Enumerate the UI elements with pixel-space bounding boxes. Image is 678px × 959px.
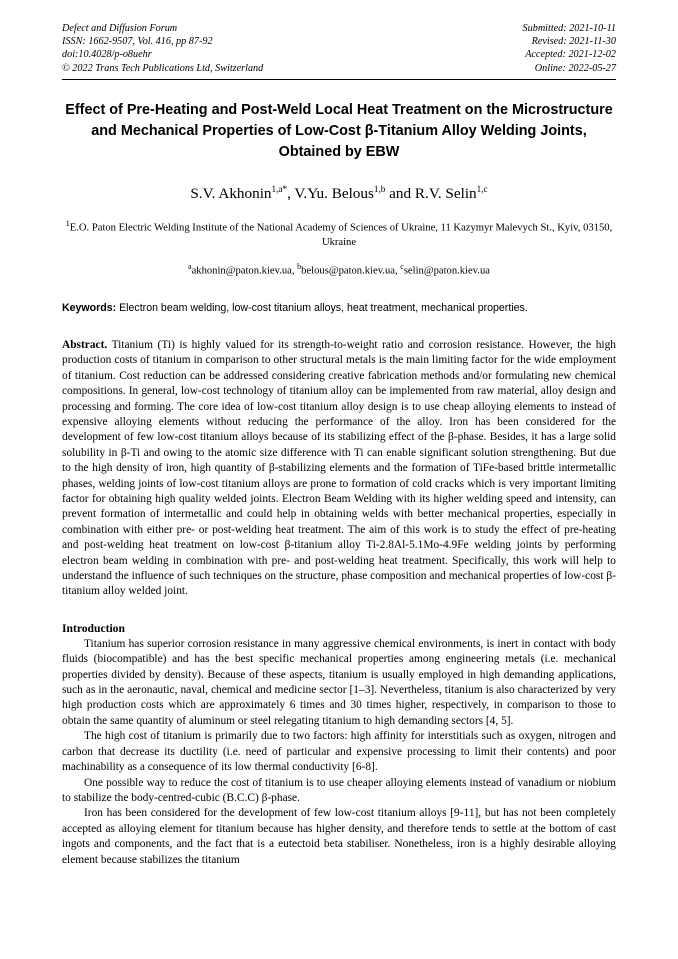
keywords-block (62, 301, 616, 316)
email-c: selin@paton.kiev.ua (403, 265, 490, 277)
section-heading-introduction: Introduction (62, 621, 125, 635)
email-marker-b: b (297, 262, 302, 272)
intro-paragraph-1: Titanium has superior corrosion resistance in many aggressive chemical environments, is inert in contact with body fluids (biocompatible) and has the best specific mechanical properties among engineering metals (i.e. mechanical properties divided by density). Because of these aspects, titanium is usually employed in high demanding applications, such as in the aeronautic, naval, chemical and medicine sector [1–3]. Nevertheless, titanium is also characterized by very high production costs which are approximately 6 times and 30 times higher, respectively, in comparison to those to obtain the same quantity of aluminum or steel relegating titanium to high demanding sectors [4, 5]. (62, 637, 616, 727)
intro-paragraph-2: The high cost of titanium is primarily due to two factors: high affinity for interstitials such as oxygen, nitrogen and carbon that decrease its ductility (i.e. need of particular and expensive processing to limit their contents) and poor machinability as a consequence of its low thermal conductivity [6-8]. (62, 730, 616, 774)
author-name-1: S.V. Akhonin (190, 184, 272, 202)
author-list (62, 179, 616, 204)
affiliation-marker: 1 (65, 218, 70, 228)
intro-paragraph-4: Iron has been considered for the development of few low-cost titanium alloys [9-11], but has not been completely accepted as alloying element for titanium because has higher density, and therefore tends to settle at the bottom of cast ingots and components, and the fact that is a eutectoid beta stabiliser. Nonetheless, iron is a highly desirable alloying element because stabilizes the titanium (62, 807, 616, 866)
author-emails: $^a$akhonin@paton.kiev.ua, $^b$belous@paton.kiev.ua, $^c$selin@paton.kiev.ua (188, 262, 490, 277)
header-left-block (62, 22, 263, 75)
affiliation (62, 216, 616, 251)
abstract-text: Titanium (Ti) is highly valued for its strength-to-weight ratio and corrosion resistance. However, the high production costs of titanium in comparison to other structural metals is the main limiting factor for the wide employment of titanium. Cost reduction can be addressed considering creative fabrication methods and/or formulating new chemical compositions. In general, low-cost technology of titanium alloy can be implemented from raw material, alloy design and processing and forming. The core idea of low-cost titanium alloy design is to use cheap alloying elements to instead of expensive alloying elements without reducing the performance of the alloy. Iron has been considered for the development of few low-cost titanium alloys because of its stabilizing effect of the β-phase. Besides, it has a large solid solubility in β-Ti and owing to the atomic size difference with Ti can enable significant solution strengthening. But due to the high density of iron, high quantity of β-stabilizing elements and the formation of TiFe-based brittle intermetallic phases, welding joints of low-cost titanium alloys are prone to formation of cold cracks which is very important limiting factor for obtaining high quality welded joints. Electron Beam Welding with its higher welding speed and intensity, can prevent formation of intermetallic and could help in obtaining welds with better mechanical properties, especially in combination with either pre- or post-welding heat treatment. The aim of this work is to study the effect of pre-heating and post-welding heat treatment on low-cost β-titanium alloy Ti-2.8Al-5.1Mo-4.9Fe welding joints by performing electron beam welding in combination with pre- and post-welding heat treatment. Specifically, this work will help to understand the influence of such techniques on the structure, phase composition and mechanical properties of low-cost β-titanium alloy welded joint. (62, 338, 616, 598)
abstract-block (62, 338, 616, 600)
date-online: Online: 2022-05-27 (534, 62, 616, 74)
author-name-3: R.V. Selin (414, 184, 477, 202)
affiliation-text: E.O. Paton Electric Welding Institute of the National Academy of Sciences of Ukraine, 11 Kazymyr Malevych St., Kyiv, 03150, Ukraine (69, 222, 613, 249)
journal-copyright: © 2022 Trans Tech Publications Ltd, Switzerland (62, 62, 264, 74)
date-revised: Revised: 2021-11-30 (531, 36, 616, 48)
abstract-label: Abstract. (62, 338, 108, 351)
email-b: belous@paton.kiev.ua (301, 265, 395, 277)
author-affil-marker-2: 1,b (373, 183, 386, 194)
journal-issn-volume: ISSN: 1662-9507, Vol. 416, pp 87-92 (62, 36, 213, 48)
author-separator-1: , (287, 184, 295, 202)
author-separator-2: and (385, 184, 415, 202)
email-marker-a: a (188, 262, 192, 272)
keywords-label: Keywords: (62, 301, 117, 314)
page-header (62, 22, 616, 80)
intro-paragraph-3: One possible way to reduce the cost of titanium is to use cheaper alloying elements instead of vanadium or niobium to stabilize the body-centred-cubic (B.C.C) β-phase. (62, 776, 616, 804)
header-right-block (523, 22, 616, 75)
date-accepted: Accepted: 2021-12-02 (525, 49, 616, 61)
journal-name: Defect and Diffusion Forum (62, 23, 178, 34)
author-affil-marker-3: 1,c (476, 183, 488, 194)
journal-doi: doi:10.4028/p-o8uehr (62, 49, 152, 61)
keywords-text: Electron beam welding, low-cost titanium alloys, heat treatment, mechanical properties. (116, 301, 528, 314)
date-submitted: Submitted: 2021-10-11 (522, 23, 616, 34)
page-title: Effect of Pre-Heating and Post-Weld Local Heat Treatment on the Microstructure and Mechanical Properties of Low-Cost β-Titanium Alloy Welding Joints, Obtained by EBW (65, 101, 613, 160)
author-affil-marker-1: 1,a* (271, 183, 288, 194)
email-a: akhonin@paton.kiev.ua (191, 265, 292, 277)
email-marker-c: c (400, 262, 404, 272)
author-name-2: V.Yu. Belous (294, 184, 374, 202)
